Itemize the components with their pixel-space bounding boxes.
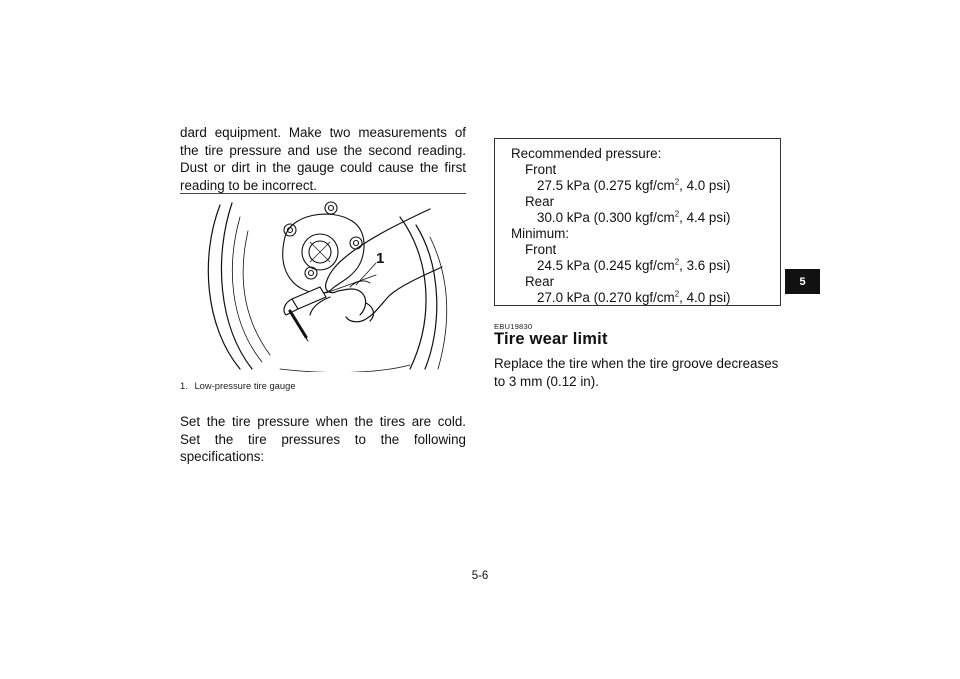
pressure-spec-box xyxy=(494,138,781,306)
min-front-label: Front xyxy=(525,242,557,257)
divider-rule xyxy=(180,193,466,194)
min-front-value: 24.5 kPa (0.245 kgf/$cm^2$, 3.6 psi) xyxy=(537,257,731,273)
rec-front-value: 27.5 kPa (0.275 kgf/$cm^2$, 4.0 psi) xyxy=(537,177,731,193)
intro-paragraph: dard equipment. Make two measurements of the tire pressure and use the second reading. Dust or dirt in the gauge could cause the first reading to be incorrect. xyxy=(180,125,466,193)
page-number: 5-6 xyxy=(471,570,489,582)
wheel-hub xyxy=(283,202,364,293)
min-rear-label: Rear xyxy=(525,274,555,289)
section-code: EBU19830 xyxy=(494,322,533,331)
caption-text: Low-pressure tire gauge xyxy=(194,380,296,391)
min-rear-value: 27.0 kPa (0.270 kgf/$cm^2$, 4.0 psi) xyxy=(537,289,731,305)
tire-outline xyxy=(208,203,447,372)
rec-rear-value: 30.0 kPa (0.300 kgf/$cm^2$, 4.4 psi) xyxy=(537,209,731,225)
set-pressure-paragraph: Set the tire pressure when the tires are cold. Set the tire pressures to the following specifications: xyxy=(180,414,466,465)
illustration-caption xyxy=(180,380,296,391)
callout-number: 1 xyxy=(376,250,385,267)
caption-number: 1. xyxy=(180,380,188,391)
tire-gauge-illustration xyxy=(180,197,466,372)
wear-limit-text: Replace the tire when the tire groove decreases to 3 mm (0.12 in). xyxy=(494,356,779,389)
rec-rear-label: Rear xyxy=(525,194,555,209)
rec-front-label: Front xyxy=(525,162,557,177)
minimum-label: Minimum: xyxy=(511,226,570,241)
chapter-tab: 5 xyxy=(785,269,820,294)
recommended-label: Recommended pressure: xyxy=(511,146,662,161)
section-heading: Tire wear limit xyxy=(494,330,608,348)
